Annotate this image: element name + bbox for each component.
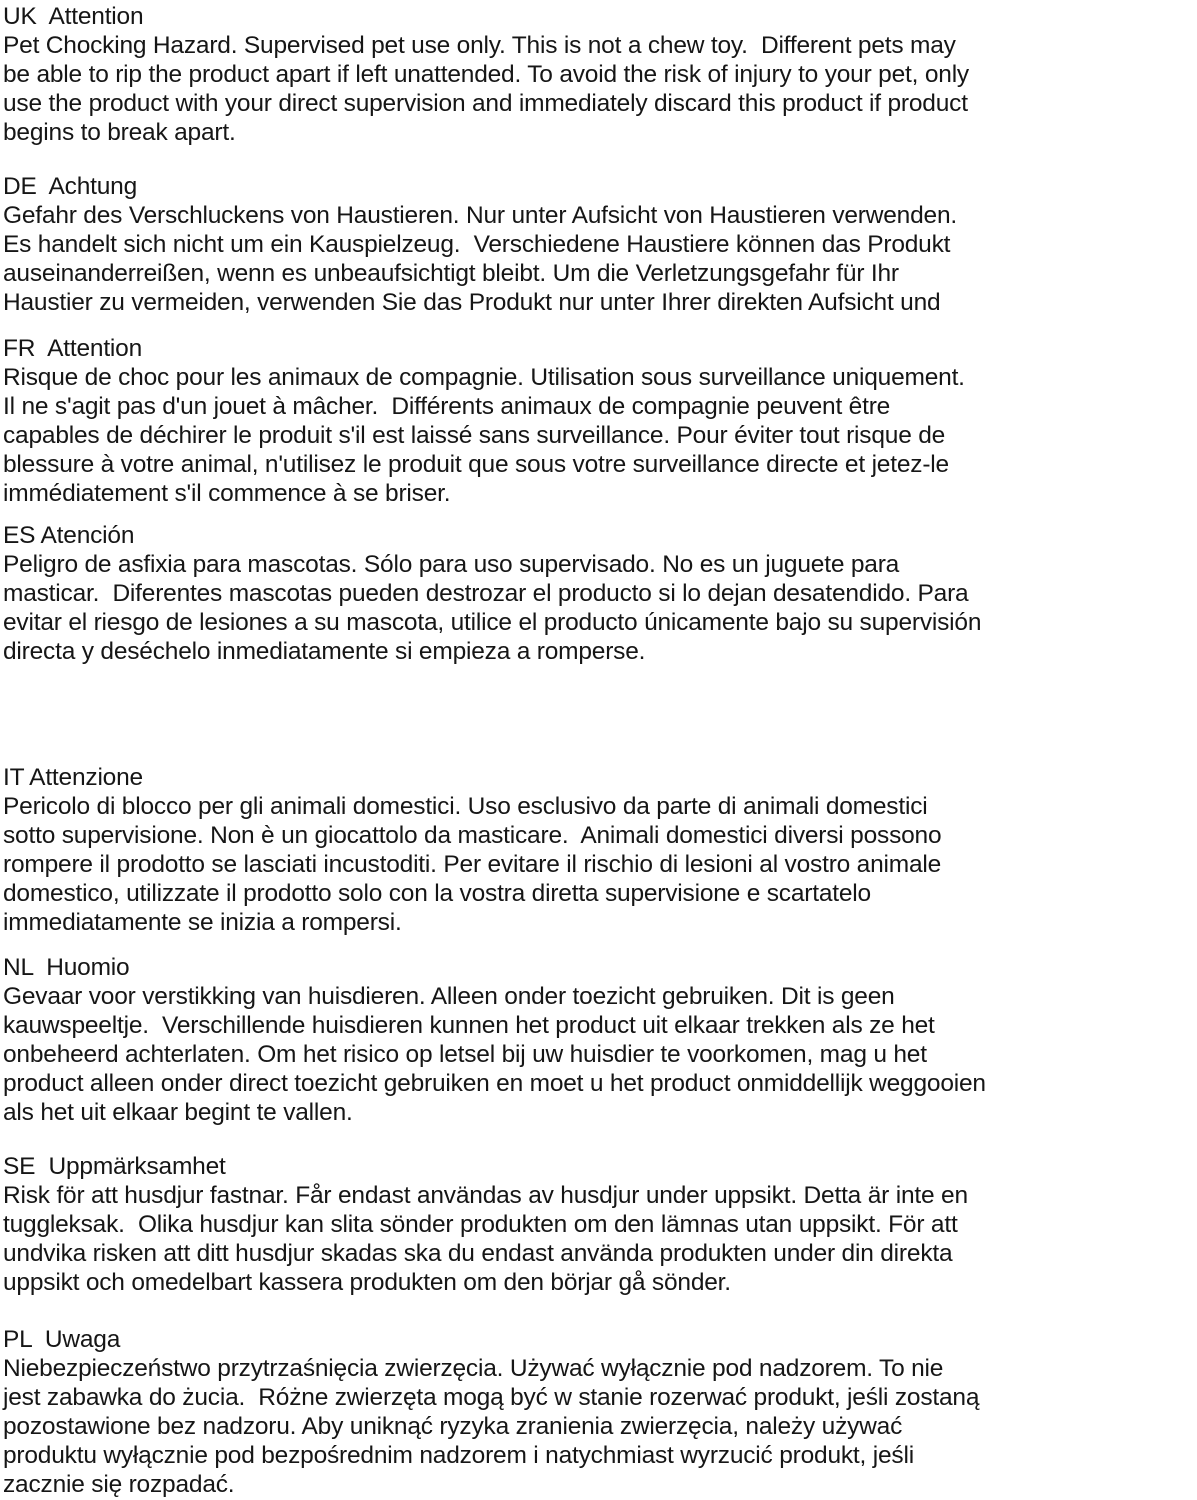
warning-text-line: begins to break apart. — [3, 119, 236, 146]
warning-section-es — [3, 521, 1197, 666]
section-header-it: IT Attenzione — [3, 764, 143, 791]
section-header-fr: FR Attention — [3, 335, 143, 362]
warning-text-line: Es handelt sich nicht um ein Kauspielzeug. Verschiedene Haustiere können das Produkt — [3, 231, 951, 258]
warning-text-line: use the product with your direct supervision and immediately discard this product if product — [3, 90, 968, 117]
warning-text-line: auseinanderreißen, wenn es unbeaufsichtigt bleibt. Um die Verletzungsgefahr für Ihr — [3, 260, 899, 287]
warning-text-line: immediatamente se inizia a rompersi. — [3, 909, 402, 936]
section-header-uk: UK Attention — [3, 3, 144, 30]
warning-section-de — [3, 172, 1197, 317]
warning-text-line: be able to rip the product apart if left unattended. To avoid the risk of injury to your pet, only — [3, 61, 969, 88]
warning-text-line: Gefahr des Verschluckens von Haustieren. Nur unter Aufsicht von Haustieren verwenden. — [3, 202, 957, 229]
warning-text-line: zacznie się rozpadać. — [3, 1471, 235, 1498]
warning-section-se — [3, 1152, 1197, 1297]
section-header-se: SE Uppmärksamhet — [3, 1153, 226, 1180]
warning-text-line: evitar el riesgo de lesiones a su mascota, utilice el producto únicamente bajo su supervisión — [3, 609, 982, 636]
warning-text-line: tuggleksak. Olika husdjur kan slita sönder produkten om den lämnas utan uppsikt. För att — [3, 1211, 958, 1238]
warning-text-line: masticar. Diferentes mascotas pueden destrozar el producto si lo dejan desatendido. Para — [3, 580, 969, 607]
warning-text-line: Niebezpieczeństwo przytrzaśnięcia zwierzęcia. Używać wyłącznie pod nadzorem. To nie — [3, 1355, 944, 1382]
warning-text-line: produktu wyłącznie pod bezpośrednim nadzorem i natychmiast wyrzucić produkt, jeśli — [3, 1442, 914, 1469]
warning-text-line: Pet Chocking Hazard. Supervised pet use only. This is not a chew toy. Different pets may — [3, 32, 956, 59]
warning-text-line: product alleen onder direct toezicht gebruiken en moet u het product onmiddellijk weggooien — [3, 1070, 986, 1097]
warning-text-line: Haustier zu vermeiden, verwenden Sie das Produkt nur unter Ihrer direkten Aufsicht und — [3, 289, 941, 316]
section-header-pl: PL Uwaga — [3, 1326, 121, 1353]
warning-text-line: als het uit elkaar begint te vallen. — [3, 1099, 353, 1126]
warning-text-line: Risque de choc pour les animaux de compagnie. Utilisation sous surveillance uniquement. — [3, 364, 965, 391]
warning-text-line: onbeheerd achterlaten. Om het risico op letsel bij uw huisdier te voorkomen, mag u het — [3, 1041, 927, 1068]
warning-text-line: Il ne s'agit pas d'un jouet à mâcher. Différents animaux de compagnie peuvent être — [3, 393, 891, 420]
section-header-de: DE Achtung — [3, 173, 137, 200]
warning-text-line: sotto supervisione. Non è un giocattolo da masticare. Animali domestici diversi possono — [3, 822, 942, 849]
warning-text-line: Risk för att husdjur fastnar. Får endast användas av husdjur under uppsikt. Detta är inte en — [3, 1182, 968, 1209]
warning-text-line: capables de déchirer le produit s'il est laissé sans surveillance. Pour éviter tout risque de — [3, 422, 946, 449]
warning-text-line: directa y deséchelo inmediatamente si empieza a romperse. — [3, 638, 646, 665]
warning-text-line: Peligro de asfixia para mascotas. Sólo para uso supervisado. No es un juguete para — [3, 551, 900, 578]
warning-section-it — [3, 763, 1197, 937]
warning-text-line: immédiatement s'il commence à se briser. — [3, 480, 451, 507]
section-header-nl: NL Huomio — [3, 954, 130, 981]
warning-text-line: kauwspeeltje. Verschillende huisdieren kunnen het product uit elkaar trekken als ze het — [3, 1012, 935, 1039]
warning-text-line: domestico, utilizzate il prodotto solo con la vostra diretta supervisione e scartatelo — [3, 880, 871, 907]
warning-text-line: rompere il prodotto se lasciati incustoditi. Per evitare il rischio di lesioni al vostro animale — [3, 851, 942, 878]
warning-section-uk — [3, 2, 1197, 147]
warning-text-line: blessure à votre animal, n'utilisez le produit que sous votre surveillance directe et jetez-le — [3, 451, 949, 478]
section-header-es: ES Atención — [3, 522, 135, 549]
warning-section-fr — [3, 334, 1197, 508]
warning-section-pl — [3, 1325, 1197, 1499]
warning-text-line: pozostawione bez nadzoru. Aby uniknąć ryzyka zranienia zwierzęcia, należy używać — [3, 1413, 903, 1440]
warning-text-line: Gevaar voor verstikking van huisdieren. Alleen onder toezicht gebruiken. Dit is geen — [3, 983, 895, 1010]
warning-text-line: undvika risken att ditt husdjur skadas ska du endast använda produkten under din direkta — [3, 1240, 953, 1267]
warning-text-line: jest zabawka do żucia. Różne zwierzęta mogą być w stanie rozerwać produkt, jeśli zostaną — [3, 1384, 980, 1411]
warning-text-line: Pericolo di blocco per gli animali domestici. Uso esclusivo da parte di animali domestici — [3, 793, 928, 820]
warning-text-line: uppsikt och omedelbart kassera produkten om den börjar gå sönder. — [3, 1269, 731, 1296]
warning-section-nl — [3, 953, 1197, 1127]
